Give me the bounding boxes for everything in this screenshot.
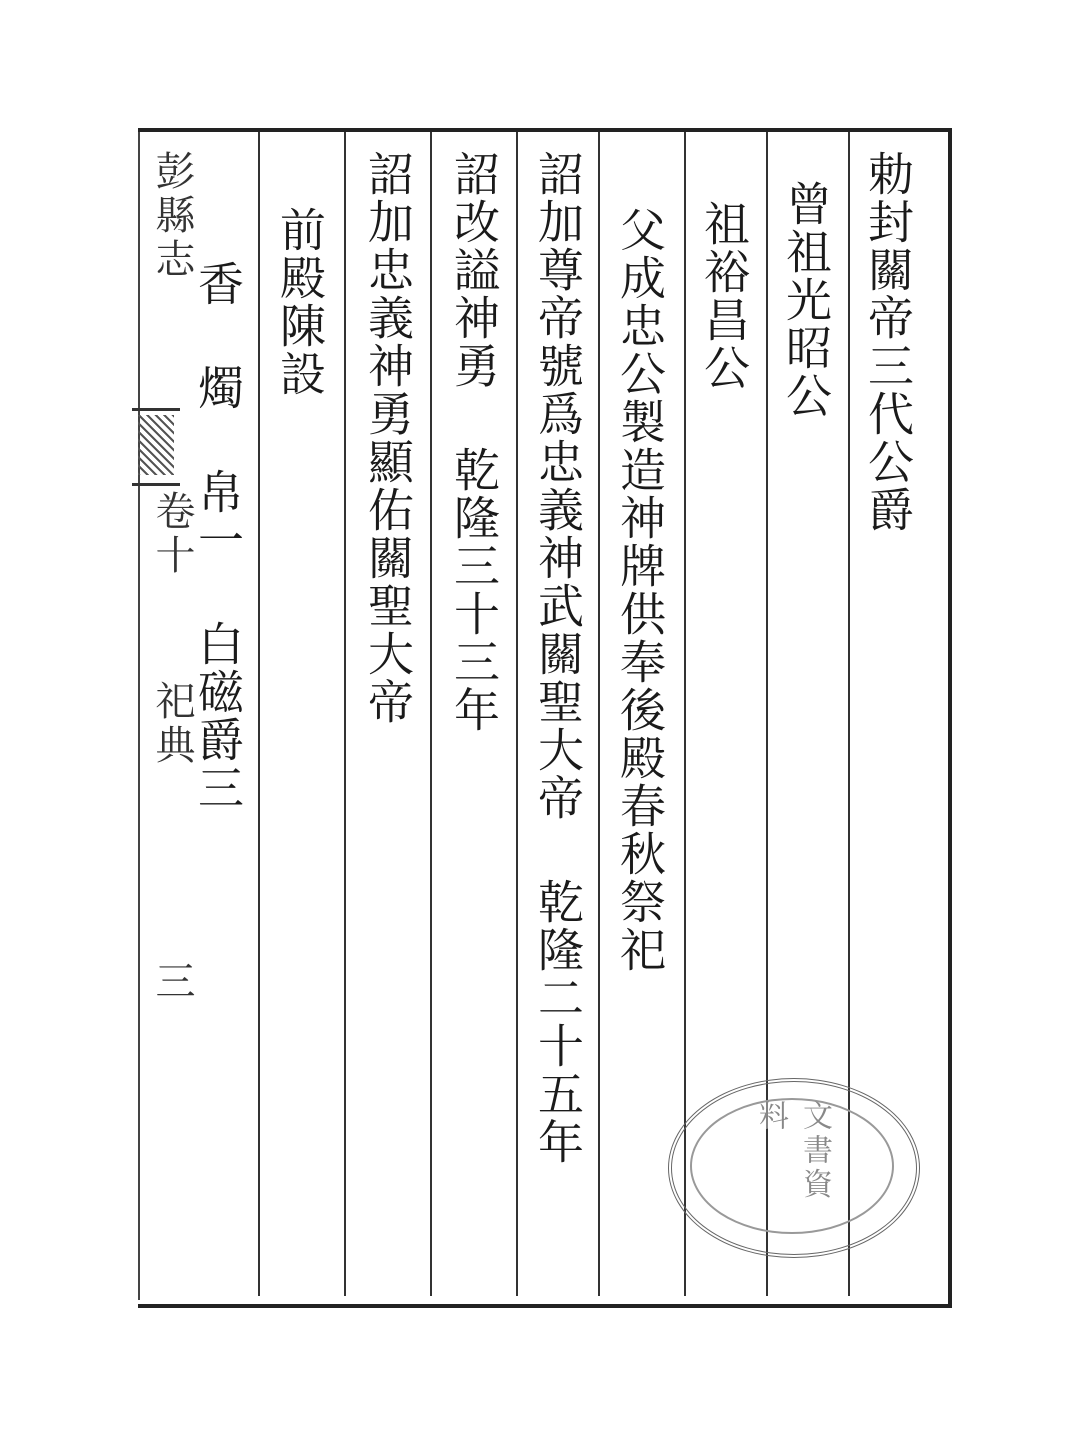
- library-seal: [668, 1078, 920, 1258]
- text-column-4: 父成忠公製造神牌供奉後殿春秋祭祀: [613, 206, 667, 974]
- text-column-5: 詔加尊帝號爲忠義神武關聖大帝 乾隆二十五年: [531, 150, 585, 1166]
- section-label: 祀典: [149, 680, 195, 768]
- book-title: 彭縣志: [149, 150, 195, 282]
- text-column-6: 詔改謚神勇 乾隆三十三年: [447, 150, 501, 734]
- text-column-3: 祖裕昌公: [697, 200, 751, 392]
- column-rule: [598, 132, 600, 1296]
- column-rule: [258, 132, 260, 1296]
- seal-text: 文書資料: [753, 1100, 832, 1202]
- column-rule: [516, 132, 518, 1296]
- fish-tail-ornament: [132, 408, 180, 486]
- text-column-7: 詔加忠義神勇顯佑關聖大帝: [361, 150, 415, 726]
- column-rule: [430, 132, 432, 1296]
- seal-inner-ring: [690, 1098, 894, 1234]
- text-column-9: 香 燭 帛一 白磁爵三: [191, 260, 245, 812]
- text-column-8: 前殿陳設: [273, 206, 327, 398]
- volume-label: 卷十: [149, 490, 195, 578]
- page-number: 三: [149, 960, 195, 1004]
- text-column-1: 勅封關帝三代公爵: [861, 150, 915, 534]
- column-rule: [344, 132, 346, 1296]
- text-column-2: 曾祖光昭公: [779, 180, 833, 420]
